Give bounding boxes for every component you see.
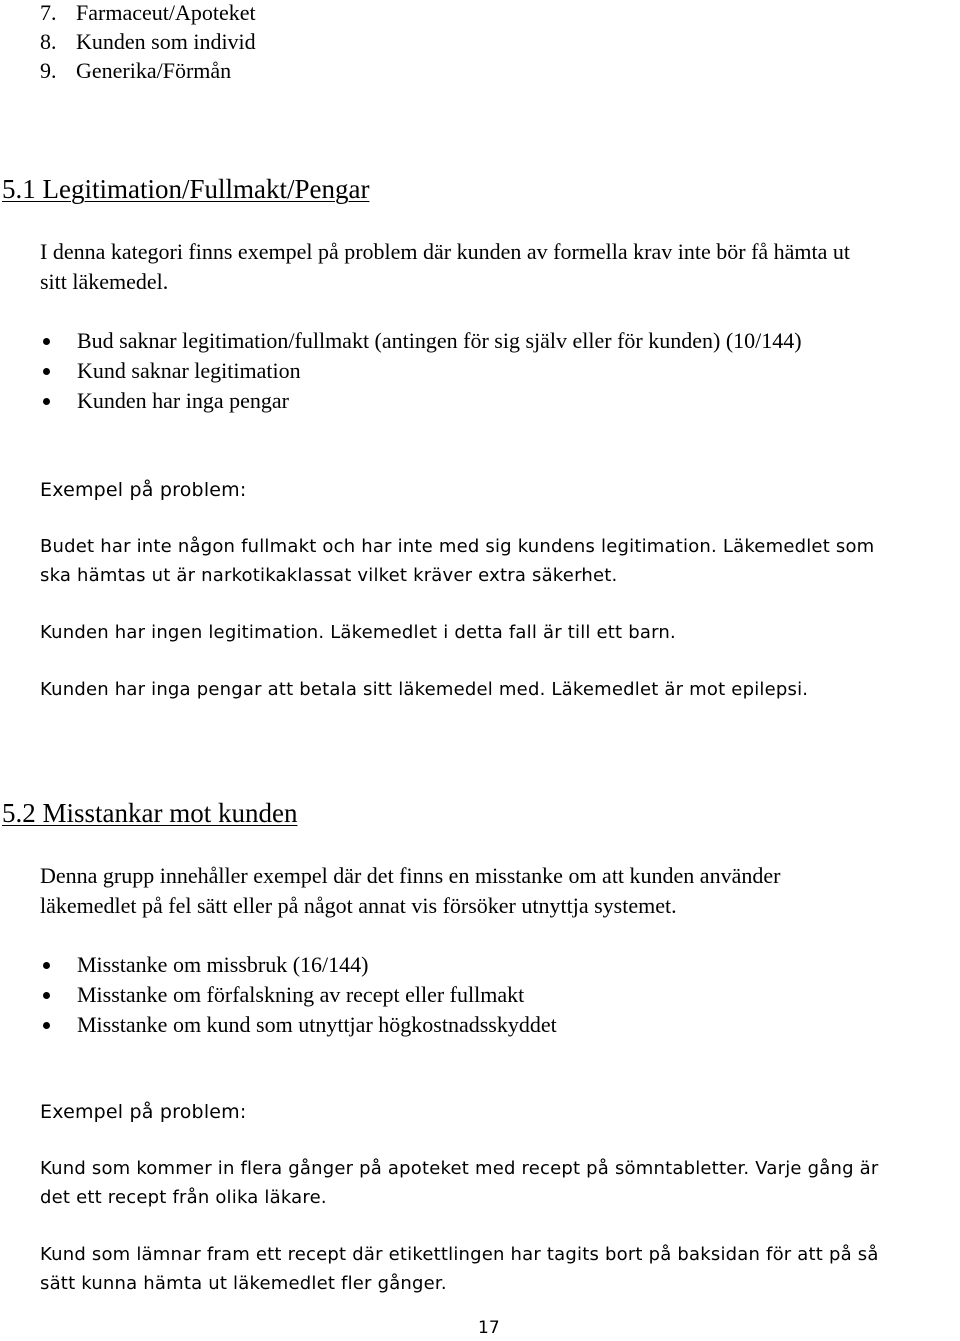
section-intro-line: Denna grupp innehåller exempel där det finns en misstanke om att kunden använder [40, 863, 781, 888]
example-text-line: Budet har inte någon fullmakt och har inte med sig kundens legitimation. Läkemedlet som [40, 536, 875, 557]
bullet-icon [43, 992, 50, 999]
section-intro-line: läkemedlet på fel sätt eller på något annat vis försöker utnyttja systemet. [40, 893, 677, 918]
list-item-text: Generika/Förmån [76, 58, 232, 83]
list-item-number: 8. [40, 29, 57, 54]
bullet-item: Kunden har inga pengar [77, 388, 289, 413]
section-heading: 5.1 Legitimation/Fullmakt/Pengar [2, 174, 370, 204]
list-item [40, 56, 231, 86]
bullet-icon [43, 1022, 50, 1029]
example-text-line: det ett recept från olika läkare. [40, 1187, 327, 1208]
bullet-icon [43, 338, 50, 345]
example-text-line: Kunden har inga pengar att betala sitt läkemedel med. Läkemedlet är mot epilepsi. [40, 679, 809, 700]
list-item-number: 9. [40, 58, 57, 83]
bullet-icon [43, 962, 50, 969]
bullet-item: Misstanke om missbruk (16/144) [77, 952, 369, 977]
bullet-item: Bud saknar legitimation/fullmakt (antingen för sig själv eller för kunden) (10/144) [77, 328, 802, 353]
example-text-line: sätt kunna hämta ut läkemedlet fler gånger. [40, 1273, 447, 1294]
bullet-icon [43, 368, 50, 375]
list-item [40, 27, 256, 57]
section-intro-line: sitt läkemedel. [40, 269, 169, 294]
example-label: Exempel på problem: [40, 1101, 247, 1123]
bullet-item: Misstanke om kund som utnyttjar högkostnadsskyddet [77, 1012, 557, 1037]
section-heading: 5.2 Misstankar mot kunden [2, 798, 298, 828]
bullet-item: Kund saknar legitimation [77, 358, 301, 383]
example-text-line: ska hämtas ut är narkotikaklassat vilket kräver extra säkerhet. [40, 565, 618, 586]
example-label: Exempel på problem: [40, 479, 247, 501]
list-item-number: 7. [40, 0, 57, 25]
list-item-text: Farmaceut/Apoteket [76, 0, 256, 25]
page-number: 17 [478, 1318, 500, 1338]
list-item [40, 0, 256, 28]
bullet-item: Misstanke om förfalskning av recept eller fullmakt [77, 982, 525, 1007]
list-item-text: Kunden som individ [76, 29, 256, 54]
section-intro-line: I denna kategori finns exempel på problem där kunden av formella krav inte bör få hämta ut [40, 239, 851, 264]
example-text-line: Kund som lämnar fram ett recept där etikettlingen har tagits bort på baksidan för att på så [40, 1244, 879, 1265]
example-text-line: Kunden har ingen legitimation. Läkemedlet i detta fall är till ett barn. [40, 622, 676, 643]
example-text-line: Kund som kommer in flera gånger på apoteket med recept på sömntabletter. Varje gång är [40, 1158, 879, 1179]
bullet-icon [43, 398, 50, 405]
